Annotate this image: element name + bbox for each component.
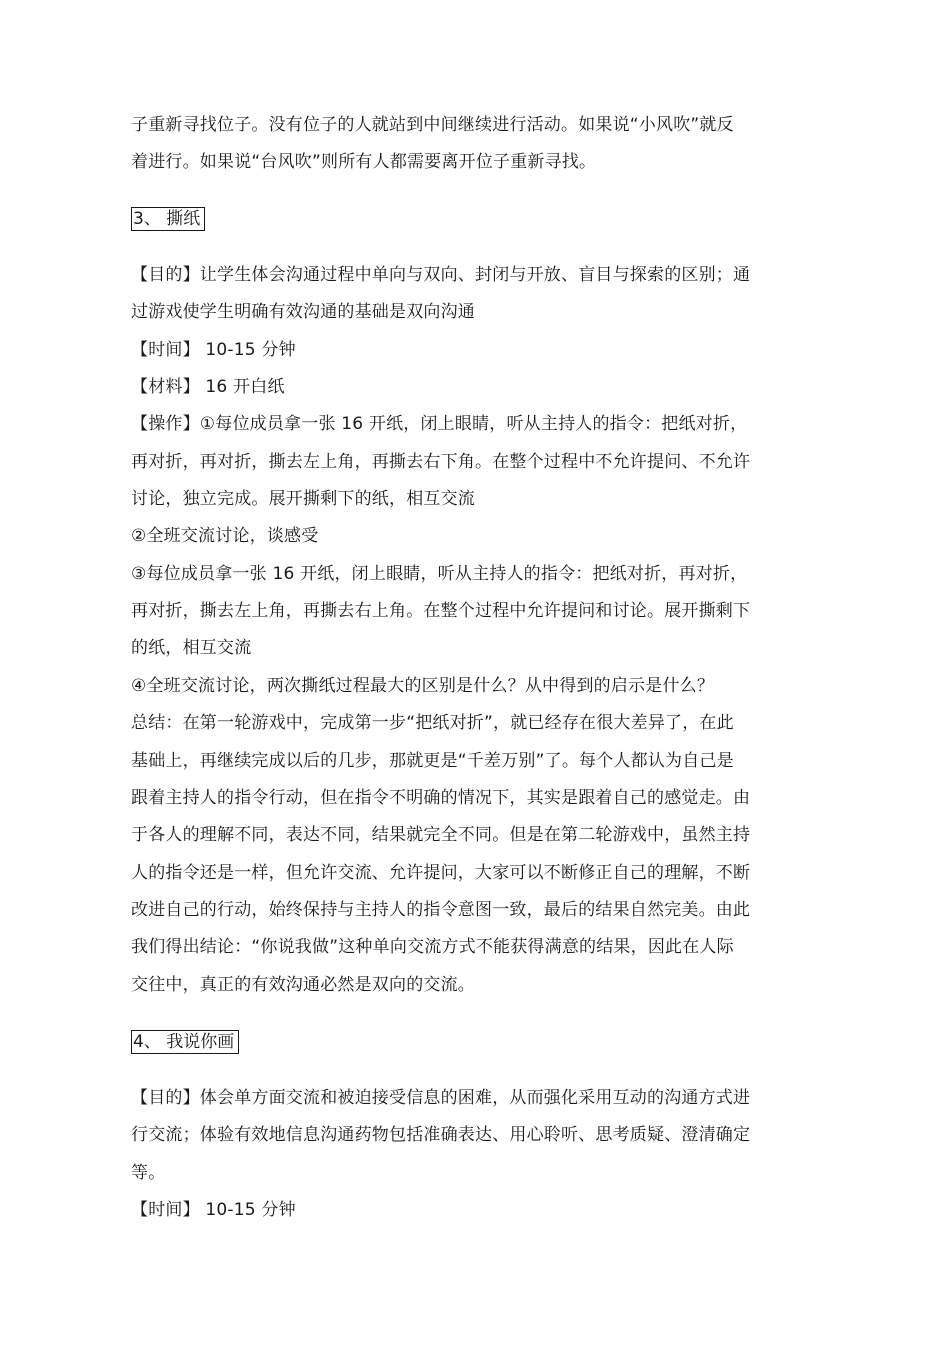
text-line: 【目的】让学生体会沟通过程中单向与双向、封闭与开放、盲目与探索的区别；通 (131, 265, 751, 285)
text-line: ②全班交流讨论，谈感受 (131, 526, 319, 546)
text-line: 于各人的理解不同，表达不同，结果就完全不同。但是在第二轮游戏中，虽然主持 (131, 825, 751, 845)
text-line: ④全班交流讨论，两次撕纸过程最大的区别是什么？从中得到的启示是什么？ (131, 676, 715, 696)
text-line: 子重新寻找位子。没有位子的人就站到中间继续进行活动。如果说“小风吹”就反 (131, 115, 734, 135)
text-line: 等。 (131, 1163, 166, 1183)
text-line: 【时间】 10-15 分钟 (131, 1200, 296, 1220)
text-line: 跟着主持人的指令行动，但在指令不明确的情况下，其实是跟着自己的感觉走。由 (131, 788, 751, 808)
text-line: 【材料】 16 开白纸 (131, 377, 285, 397)
text-line: 我们得出结论：“你说我做”这种单向交流方式不能获得满意的结果，因此在人际 (131, 937, 734, 957)
text-line: ③每位成员拿一张 16 开纸，闭上眼睛，听从主持人的指令：把纸对折，再对折， (131, 564, 748, 584)
section-heading-4: 4、 我说你画 (131, 1030, 239, 1054)
text-line: 着进行。如果说“台风吹”则所有人都需要离开位子重新寻找。 (131, 152, 597, 172)
text-line: 【目的】体会单方面交流和被迫接受信息的困难，从而强化采用互动的沟通方式进 (131, 1088, 751, 1108)
text-line: 基础上，再继续完成以后的几步，那就更是“千差万别”了。每个人都认为自己是 (131, 751, 734, 771)
text-line: 【时间】 10-15 分钟 (131, 340, 296, 360)
text-line: 讨论，独立完成。展开撕剩下的纸，相互交流 (131, 489, 475, 509)
text-line: 过游戏使学生明确有效沟通的基础是双向沟通 (131, 302, 475, 322)
text-line: 再对折，撕去左上角，再撕去右上角。在整个过程中允许提问和讨论。展开撕剩下 (131, 601, 751, 621)
text-line: 再对折，再对折，撕去左上角，再撕去右下角。在整个过程中不允许提问、不允许 (131, 452, 751, 472)
text-line: 人的指令还是一样，但允许交流、允许提问，大家可以不断修正自己的理解，不断 (131, 863, 751, 883)
section-heading-3: 3、 撕纸 (131, 207, 205, 231)
text-line: 交往中，真正的有效沟通必然是双向的交流。 (131, 975, 475, 995)
text-line: 总结：在第一轮游戏中，完成第一步“把纸对折”，就已经存在很大差异了，在此 (131, 713, 734, 733)
text-line: 的纸，相互交流 (131, 638, 252, 658)
text-line: 【操作】①每位成员拿一张 16 开纸，闭上眼睛，听从主持人的指令：把纸对折， (131, 414, 748, 434)
text-line: 改进自己的行动，始终保持与主持人的指令意图一致，最后的结果自然完美。由此 (131, 900, 751, 920)
text-line: 行交流；体验有效地信息沟通药物包括准确表达、用心聆听、思考质疑、澄清确定 (131, 1125, 751, 1145)
